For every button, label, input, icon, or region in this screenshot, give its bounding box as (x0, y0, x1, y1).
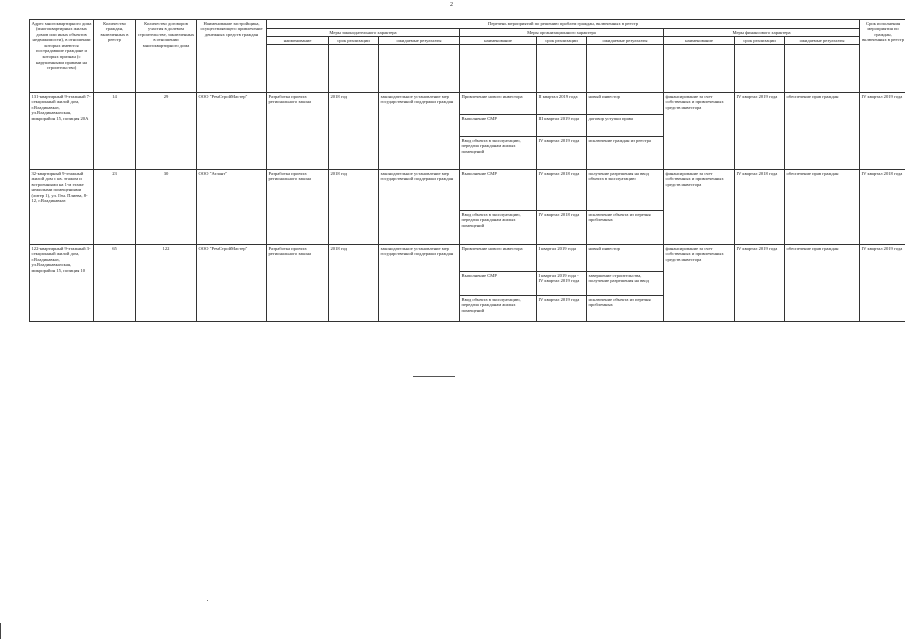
row-org-name: Выполнение СМР (460, 115, 537, 137)
header-citizens-count: Количество граждан, включенных в реестр (94, 20, 136, 93)
row-citizens: 65 (94, 245, 136, 322)
row-org-name: Выполнение СМР (460, 170, 537, 211)
registry-table (29, 19, 905, 322)
row-developer: ООО "РемСтройМастер" (197, 93, 267, 170)
row-developer: ООО "РемСтройМастер" (197, 245, 267, 322)
row-address: 131-квартирный 9-этажный 7-секционный жилой дом, г.Владикавказ, ул.Владикавказская, микрорайон 15, позиция 20А (30, 93, 94, 170)
header-legal-term: срок реализации (329, 37, 379, 45)
row-org-result: договор уступки права (587, 115, 664, 137)
row-legal-term: 2018 год (329, 245, 379, 322)
row-fin-name: финансирование за счет собственных и привлеченных средств инвестора (664, 93, 735, 170)
row-developer: ООО "Атлант" (197, 170, 267, 245)
row-legal-name: Разработка проекта регионального закона (267, 245, 329, 322)
row-org-result: новый инвестор (587, 245, 664, 272)
row-address: 32-квартирный 9-этажный жилой дом с кв. этажом и встроенными на 1-м этаже нежилыми помещениями (литер 1), ул. Ген. Плиева, 8-12, г.Владикавказ (30, 170, 94, 245)
header-fin-group: Меры финансового характера (664, 29, 860, 37)
row-org-name: Ввод объекта в эксплуатацию, передача гражданам жилых помещений (460, 211, 537, 245)
row-org-term: IV квартал 2018 года (537, 211, 587, 245)
header-org-group: Меры организационного характера (460, 29, 664, 37)
scan-edge-mark (0, 623, 1, 639)
row-contracts: 29 (136, 93, 197, 170)
row-fin-result: обеспечение прав граждан (785, 245, 860, 322)
table-row (30, 245, 905, 272)
header-fin-term: срок реализации (735, 37, 785, 45)
row-fin-result: обеспечение прав граждан (785, 170, 860, 245)
header-fin-name: наименование (664, 37, 735, 45)
header-legal-name: наименование (267, 37, 329, 45)
row-fin-term: IV квартал 2018 года (735, 170, 785, 245)
row-org-result: новый инвестор (587, 93, 664, 115)
row-contracts: 122 (136, 245, 197, 322)
row-org-term: I квартал 2019 года - IV квартал 2019 года (537, 272, 587, 296)
table-row (30, 93, 905, 115)
row-org-name: Привлечение нового инвестора (460, 93, 537, 115)
row-fin-name: финансирование за счет собственных и привлеченных средств инвестора (664, 245, 735, 322)
row-citizens: 14 (94, 93, 136, 170)
header-participants-count: Количество договоров участия в долевом строительстве, заключенных в отношении многоквартирного дома (136, 20, 197, 93)
row-fin-name: финансирование за счет собственных и привлеченных средств инвестора (664, 170, 735, 245)
row-org-term: IV квартал 2019 года (537, 296, 587, 322)
header-address: Адрес многоквартирного дома (многоквартирных жилых домов или иных объектов недвижимости), в отношении которых имеются пострадавшие граждане и которых признан (с нарушенными правами на строительство) (30, 20, 94, 93)
header-legal-result: ожидаемые результаты (379, 37, 460, 45)
row-deadline: IV квартал 2019 года (860, 93, 905, 170)
row-org-result: получение разрешения на ввод объекта в эксплуатацию (587, 170, 664, 211)
header-org-name: наименование (460, 37, 537, 45)
row-org-result: исключение граждан из реестра (587, 137, 664, 170)
row-org-name: Привлечение нового инвестора (460, 245, 537, 272)
row-org-result: исключение объекта из перечня проблемных (587, 211, 664, 245)
row-legal-term: 2018 год (329, 170, 379, 245)
row-address: 122-квартирный 9-этажный 3-секционный жилой дом, г.Владикавказ, ул.Владикавказская, микрорайон 15, позиция 10 (30, 245, 94, 322)
row-fin-term: IV квартал 2019 года (735, 245, 785, 322)
row-org-term: IV квартал 2018 года (537, 170, 587, 211)
row-org-term: IV квартал 2019 года (537, 137, 587, 170)
row-org-name: Выполнение СМР (460, 272, 537, 296)
header-developer: Наименование застройщика, осуществляющего привлечение денежных средств граждан (197, 20, 267, 93)
header-measures-group: Перечень мероприятий по решению проблем граждан, включенных в реестр (267, 20, 860, 29)
row-legal-name: Разработка проекта регионального закона (267, 170, 329, 245)
row-legal-name: Разработка проекта регионального закона (267, 93, 329, 170)
row-fin-result: обеспечение прав граждан (785, 93, 860, 170)
row-legal-result: законодательное установление мер государственной поддержки граждан (379, 170, 460, 245)
row-deadline: IV квартал 2018 года (860, 170, 905, 245)
row-deadline: IV квартал 2019 года (860, 245, 905, 322)
header-fin-result: ожидаемые результаты (785, 37, 860, 45)
header-deadline: Срок исполнения мероприятия по граждан, включенных в реестр (860, 20, 905, 93)
row-contracts: 30 (136, 170, 197, 245)
row-org-result: исключение объекта из перечня проблемных (587, 296, 664, 322)
separator-line (413, 376, 455, 377)
scan-dot (207, 600, 208, 601)
row-legal-result: законодательное установление мер государственной поддержки граждан (379, 245, 460, 322)
row-org-term: III квартал 2019 года (537, 115, 587, 137)
row-citizens: 23 (94, 170, 136, 245)
header-org-term: срок реализации (537, 37, 587, 45)
header-legal-group: Меры законодательного характера (267, 29, 460, 37)
row-legal-result: законодательное установление мер государственной поддержки граждан (379, 93, 460, 170)
header-org-result: ожидаемые результаты (587, 37, 664, 45)
row-org-term: II квартал 2019 года (537, 93, 587, 115)
table-row (30, 170, 905, 211)
row-legal-term: 2018 год (329, 93, 379, 170)
row-org-name: Ввод объекта в эксплуатацию, передача гражданам жилых помещений (460, 137, 537, 170)
row-org-term: I квартал 2019 года (537, 245, 587, 272)
row-fin-term: IV квартал 2019 года (735, 93, 785, 170)
row-org-result: завершение строительства, получение разрешения на ввод (587, 272, 664, 296)
page-number: 2 (450, 2, 453, 8)
row-org-name: Ввод объекта в эксплуатацию, передача гражданам жилых помещений (460, 296, 537, 322)
